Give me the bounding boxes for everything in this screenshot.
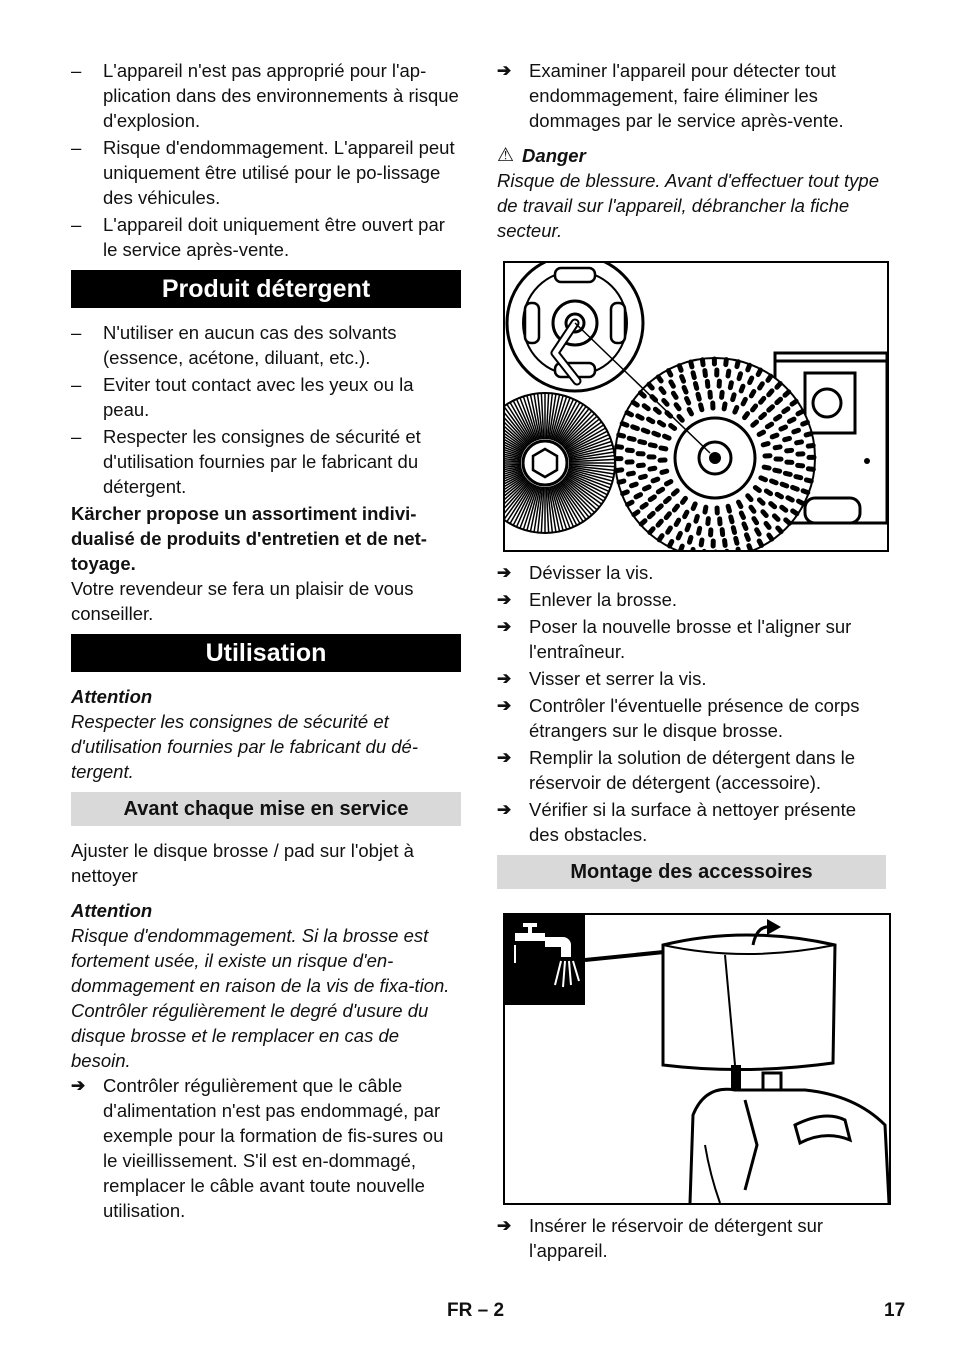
bristle-tuft (640, 442, 645, 443)
bristle-tuft (661, 448, 666, 449)
list-item (497, 58, 889, 133)
bristle-tuft (777, 383, 780, 387)
bristle-tuft (728, 371, 729, 376)
attention-text: Respecter les consignes de sécurité et d'utilisation fournies par le fabricant du dé-tergent. (71, 711, 419, 782)
bristle-tuft (746, 535, 748, 540)
bristle-tuft (792, 401, 796, 404)
bristle-tuft (701, 405, 702, 410)
list-item (497, 693, 889, 743)
list-item-text: Eviter tout contact avec les yeux ou la peau. (103, 374, 414, 420)
bristle-tuft (772, 481, 777, 483)
bristle-tuft (748, 496, 751, 500)
bristle-tuft (781, 427, 786, 429)
list-item-text: Dévisser la vis. (529, 562, 654, 583)
arrow-marker: ➔ (71, 1076, 86, 1095)
bristle-tuft (678, 533, 680, 538)
bristle-tuft (769, 391, 772, 395)
warning-icon: ⚠ (497, 145, 515, 166)
list-item-text: Visser et serrer la vis. (529, 668, 707, 689)
bristle-tuft (741, 386, 743, 391)
bristle-tuft (793, 487, 798, 489)
arrow-marker: ➔ (497, 1216, 512, 1235)
bristle-tuft (776, 416, 780, 419)
bristle-tuft (739, 502, 741, 506)
arrow-marker: ➔ (497, 669, 512, 688)
bristle-tuft (753, 422, 757, 425)
list-item-text: Insérer le réservoir de détergent sur l'appareil. (529, 1215, 824, 1261)
list-item-text: Poser la nouvelle brosse et l'aligner sur l'entraîneur. (529, 616, 852, 662)
list-item (497, 745, 889, 795)
bristle-tuft (767, 424, 771, 427)
bristle-tuft (650, 445, 655, 446)
arrow-marker: ➔ (497, 563, 512, 582)
bristle-tuft (655, 409, 659, 412)
bristle-tuft (654, 433, 659, 435)
bristle-tuft (649, 513, 653, 516)
bristle-tuft (685, 512, 687, 516)
bristle-tuft (748, 365, 750, 370)
bristle-tuft (666, 498, 670, 501)
bristle-tuft (629, 438, 634, 439)
bristle-tuft (641, 476, 646, 477)
bristle-tuft (650, 497, 654, 500)
list-item-text: Vérifier si la surface à nettoyer présente des obstacles. (529, 799, 856, 845)
bristle-tuft (662, 471, 667, 472)
attention-text: Risque d'endommagement. Si la brosse est fortement usée, il existe un risque d'en-dommagement en raison de la vis de fixa-tion. Contrôler régulièrement le degré d'usure du disque brosse et le remplacer en cas de besoin. (71, 925, 450, 1071)
bristle-tuft (699, 528, 700, 533)
bristle-tuft (649, 384, 652, 388)
brush-illustration-svg (505, 263, 887, 550)
page-number: 17 (884, 1300, 906, 1321)
bristle-tuft (619, 481, 624, 482)
bristle-tuft (736, 538, 737, 543)
bristle-tuft (788, 498, 792, 500)
list-item-text: Remplir la solution de détergent dans le réservoir de détergent (accessoire). (529, 747, 855, 793)
bristle-tuft (808, 469, 813, 470)
bristle-tuft (705, 507, 706, 512)
bristle-tuft (806, 434, 811, 435)
bristle-tuft (778, 528, 781, 532)
bristle-tuft (733, 395, 734, 400)
danger-heading (497, 143, 889, 168)
bristle-tuft (684, 387, 686, 392)
bristle-tuft (722, 392, 723, 397)
list-item (71, 424, 461, 499)
list-item-text: Respecter les consignes de sécurité et d'utilisation fournies par le fabricant du détergent. (103, 426, 421, 497)
bristle-tuft (766, 523, 769, 527)
bristle-tuft (785, 438, 790, 439)
bristle-tuft (633, 427, 638, 429)
bristle-tuft (763, 512, 766, 516)
bristle-tuft (643, 430, 648, 432)
bristle-tuft (708, 519, 709, 524)
bristle-tuft (705, 371, 706, 376)
bristle-tuft (803, 491, 808, 493)
bristle-tuft (687, 398, 689, 403)
list-item-text: L'appareil n'est pas approprié pour l'ap-plication dans des environnements à risque d'explosion. (103, 60, 459, 131)
bristle-tuft (691, 362, 692, 367)
attention-label: Attention (71, 686, 153, 707)
bristle-tuft (782, 507, 786, 510)
dash-marker: – (71, 374, 82, 395)
bristle-tuft (771, 504, 775, 507)
bristle-tuft (786, 520, 790, 523)
bristle-tuft (798, 411, 802, 413)
revendeur-note: Votre revendeur se fera un plaisir de vous conseiller. (71, 578, 414, 624)
list-item-text: Risque d'endommagement. L'appareil peut uniquement être utilisé pour le po-lissage des véhicules. (103, 137, 455, 208)
bristle-tuft (761, 398, 764, 402)
bristle-tuft (658, 489, 662, 492)
bristle-tuft (676, 520, 679, 524)
bristle-tuft (701, 540, 702, 545)
bristle-tuft (777, 399, 781, 402)
arrow-marker: ➔ (497, 696, 512, 715)
bristle-tuft (702, 360, 703, 365)
bristle-tuft (641, 521, 645, 524)
bristle-tuft (693, 373, 694, 378)
bristle-tuft (679, 416, 682, 420)
bristle-tuft (627, 413, 631, 415)
list-item-text: Examiner l'appareil pour détecter tout endommagement, faire éliminer les dommages par le service après-vente. (529, 60, 844, 131)
attention-label: Attention (71, 900, 153, 921)
bristle-tuft (640, 393, 644, 396)
bristle-tuft (682, 377, 684, 382)
danger-text: Risque de blessure. Avant d'effectuer tout type de travail sur l'appareil, débrancher la fiche secteur. (497, 170, 879, 241)
bristle-tuft (696, 516, 697, 521)
bristle-tuft (760, 384, 763, 388)
bristle-tuft (794, 430, 799, 432)
bristle-tuft (755, 488, 759, 491)
bristle-tuft (769, 535, 772, 539)
bristle-tuft (772, 435, 777, 437)
bristle-tuft (759, 432, 763, 434)
bristle-tuft (749, 546, 751, 550)
bristle-tuft (797, 442, 802, 443)
list-item (497, 587, 889, 612)
bristle-tuft (671, 382, 674, 386)
karcher-note: Kärcher propose un assortiment indivi-dualisé de produits d'entretien et de net-toyage. (71, 503, 427, 574)
bristle-tuft (751, 507, 754, 511)
bristle-tuft (622, 423, 627, 425)
bristle-tuft (724, 404, 725, 409)
list-item (497, 666, 889, 691)
bristle-tuft (733, 528, 734, 533)
bristle-tuft (745, 414, 748, 418)
bristle-tuft (761, 478, 766, 480)
detergent-tank-illustration (503, 913, 891, 1205)
bristle-tuft (768, 376, 771, 380)
bristle-tuft (631, 484, 636, 486)
bristle-tuft (774, 516, 778, 519)
bristle-tuft (628, 502, 632, 504)
bristle-tuft (759, 541, 761, 545)
bristle-tuft (728, 506, 729, 511)
bristle-tuft (759, 500, 763, 503)
bristle-tuft (757, 530, 760, 534)
bristle-tuft (735, 408, 737, 413)
bristle-tuft (679, 366, 681, 371)
list-item-text: Contrôler régulièrement que le câble d'alimentation n'est pas endommagé, par exemple pour la formation de fis-sures ou le vieillissement. S'il est en-dommagé, remplacer le câble avant toute nouvelle utilisation. (103, 1075, 444, 1221)
arrow-marker: ➔ (497, 61, 512, 80)
bristle-tuft (744, 524, 746, 529)
list-item (71, 372, 461, 422)
list-item (71, 58, 461, 133)
bristle-tuft (644, 487, 649, 489)
ajuster-text: Ajuster le disque brosse / pad sur l'objet à nettoyer (71, 840, 414, 886)
bristle-tuft (628, 473, 633, 474)
bristle-tuft (784, 409, 788, 412)
bristle-tuft (782, 484, 787, 486)
bristle-tuft (642, 504, 646, 507)
bristle-tuft (689, 409, 691, 413)
bristle-tuft (623, 492, 628, 494)
bristle-tuft (789, 419, 793, 421)
bristle-tuft (751, 392, 754, 396)
list-item (497, 560, 889, 585)
bristle-tuft (726, 360, 727, 365)
bristle-tuft (785, 473, 790, 474)
bristle-tuft (737, 362, 738, 367)
bristle-tuft (761, 414, 765, 417)
bristle-tuft (659, 422, 663, 425)
list-item (71, 320, 461, 370)
bristle-tuft (796, 477, 801, 478)
bristle-tuft (687, 525, 689, 530)
bristle-tuft (658, 377, 661, 381)
bristle-tuft (673, 491, 677, 494)
bristle-tuft (731, 517, 732, 522)
bristle-tuft (650, 529, 653, 533)
list-item (497, 614, 889, 664)
bristle-tuft (766, 491, 770, 494)
bristle-tuft (668, 371, 670, 375)
list-item (71, 212, 461, 262)
bristle-tuft (676, 405, 679, 409)
bristle-tuft (658, 521, 661, 525)
list-item (497, 797, 889, 847)
bristle-tuft (671, 426, 675, 429)
arrow-marker: ➔ (497, 590, 512, 609)
bristle-tuft (739, 374, 740, 379)
bristle-tuft (670, 541, 672, 545)
list-item-text: Contrôler l'éventuelle présence de corps étrangers sur le disque brosse. (529, 695, 860, 741)
bristle-tuft (693, 504, 695, 509)
bristle-tuft (649, 419, 653, 422)
bristle-tuft (803, 422, 808, 424)
list-item (71, 135, 461, 210)
bristle-tuft (668, 528, 671, 532)
arrow-marker: ➔ (497, 617, 512, 636)
bristle-tuft (664, 401, 667, 405)
bristle-tuft (725, 540, 726, 545)
subsection-title-montage: Montage des accessoires (497, 855, 886, 889)
dash-marker: – (71, 137, 82, 158)
bristle-tuft (644, 406, 648, 409)
bristle-tuft (741, 513, 743, 518)
bristle-tuft (650, 468, 655, 469)
bristle-tuft (808, 445, 813, 446)
list-item-text: Enlever la brosse. (529, 589, 678, 610)
bristle-tuft (638, 416, 642, 418)
bristle-tuft (775, 470, 780, 471)
dash-marker: – (71, 214, 82, 235)
subsection-title-avant: Avant chaque mise en service (71, 792, 461, 826)
bristle-tuft (661, 389, 664, 393)
bristle-tuft (673, 393, 676, 397)
bristle-tuft (777, 494, 781, 497)
bristle-tuft (683, 498, 686, 502)
bristle-tuft (633, 402, 637, 405)
bristle-tuft (689, 537, 690, 542)
section-title-produit: Produit détergent (71, 270, 461, 308)
bristle-tuft (775, 447, 780, 448)
bristle-tuft (619, 435, 624, 436)
footer-language-page: FR – 2 (447, 1300, 505, 1321)
list-item (71, 1073, 461, 1223)
right-column (497, 58, 889, 1265)
bristle-tuft (653, 479, 658, 481)
bristle-tuft (785, 392, 789, 395)
bristle-tuft (666, 514, 669, 518)
bristle-tuft (763, 444, 768, 445)
danger-label: Danger (522, 145, 586, 166)
bristle-tuft (698, 394, 699, 399)
bristle-tuft (665, 436, 670, 438)
section-title-utilisation: Utilisation (71, 634, 461, 672)
arrow-marker: ➔ (497, 748, 512, 767)
bristle-tuft (750, 378, 752, 383)
bristle-tuft (674, 506, 677, 510)
bristle-tuft (666, 482, 670, 484)
bristle-tuft (658, 506, 662, 509)
brush-replacement-illustration (503, 261, 889, 552)
bristle-tuft (738, 549, 739, 550)
tank-illustration-svg (505, 915, 889, 1203)
bristle-tuft (692, 549, 693, 550)
bristle-tuft (806, 480, 811, 481)
bristle-tuft (754, 519, 757, 523)
left-column (71, 58, 461, 1225)
bristle-tuft (617, 470, 622, 471)
bristle-tuft (659, 536, 662, 540)
bristle-tuft (758, 370, 760, 374)
dash-marker: – (71, 60, 82, 81)
bristle-tuft (634, 512, 638, 515)
dash-marker: – (71, 322, 82, 343)
list-item-text: N'utiliser en aucun cas des solvants (essence, acétone, diluant, etc.). (103, 322, 397, 368)
bristle-tuft (695, 384, 696, 389)
bristle-tuft (617, 447, 622, 448)
list-item (497, 1213, 889, 1263)
bristle-tuft (798, 501, 802, 503)
bristle-tuft (680, 546, 682, 550)
arrow-marker: ➔ (497, 800, 512, 819)
dash-marker: – (71, 426, 82, 447)
bristle-tuft (743, 399, 745, 403)
list-item-text: L'appareil doit uniquement être ouvert par le service après-vente. (103, 214, 445, 260)
bristle-tuft (764, 467, 769, 468)
bristle-tuft (769, 407, 773, 410)
bristle-tuft (793, 511, 797, 514)
bristle-tuft (753, 406, 756, 410)
bristle-tuft (636, 495, 640, 497)
bristle-tuft (730, 383, 731, 388)
